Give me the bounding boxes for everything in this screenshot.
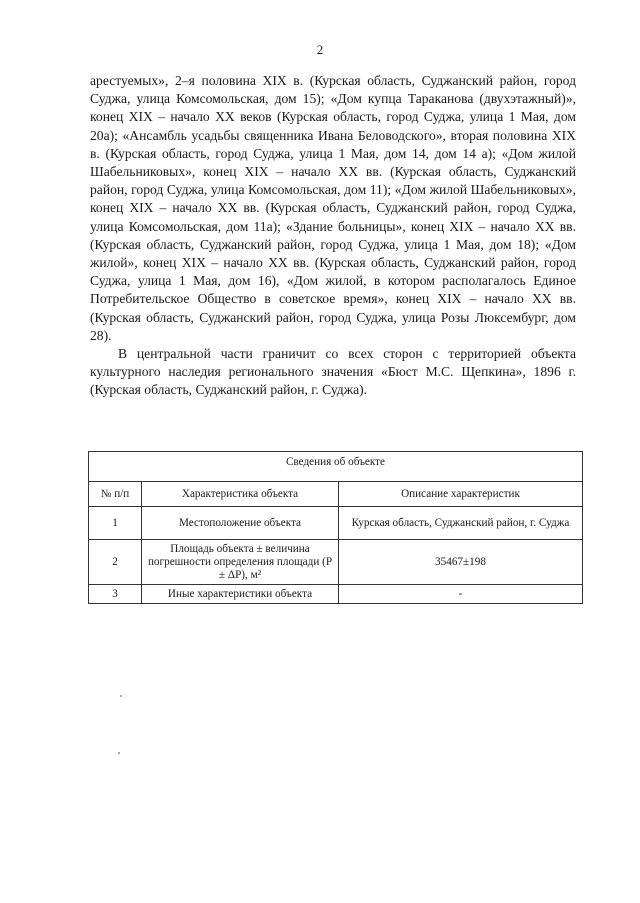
row-characteristic: Местоположение объекта [142,507,339,540]
row-num: 1 [89,507,142,540]
row-characteristic: Иные характеристики объекта [142,585,339,604]
body-text [90,72,576,400]
paragraph-1: арестуемых», 2–я половина XIX в. (Курская область, Суджанский район, город Суджа, улица Комсомольская, дом 15); «Дом купца Тараканова (двухэтажный)», конец XIX – начало XX веков (Курская область, город Суджа, улица 1 Мая, дом 20а); «Ансамбль усадьбы священника Ивана Беловодского», вторая половина XIX в. (Курская область, город Суджа, улица 1 Мая, дом 14, дом 14 а); «Дом жилой Шабельниковых», конец XIX – начало XX вв. (Курская область, Суджанский район, город Суджа, улица Комсомольская, дом 11); «Дом жилой Шабельниковых», конец XIX – начало XX вв. (Курская область, Суджанский район, город Суджа, улица Комсомольская, дом 11а); «Здание больницы», конец XIX – начало XX вв. (Курская область, Суджанский район, город Суджа, улица 1 Мая, дом 18); «Дом жилой», конец XIX – начало XX вв. (Курская область, Суджанский район, город Суджа, улица 1 Мая, дом 16), «Дом жилой, в котором располагалось Единое Потребительское Общество в советское время», конец XIX – начало XX вв. (Курская область, Суджанский район, город Суджа, улица Розы Люксембург, дом 28). [90,73,576,343]
table-row [89,585,583,604]
table-header-row [89,482,583,507]
table-row [89,540,583,585]
scan-speck [118,752,120,754]
scan-speck [120,695,122,697]
header-description: Описание характеристик [339,482,583,507]
row-characteristic: Площадь объекта ± величина погрешности определения площади (P ± ΔP), м² [142,540,339,585]
row-num: 3 [89,585,142,604]
paragraph-2: В центральной части граничит со всех сторон с территорией объекта культурного наследия регионального значения «Бюст М.С. Щепкина», 1896 г. (Курская область, Суджанский район, г. Суджа). [90,346,576,398]
row-num: 2 [89,540,142,585]
table-caption-row [89,452,583,482]
header-num: № п/п [89,482,142,507]
page-number: 2 [316,42,324,57]
table-row [89,507,583,540]
row-description: - [339,585,583,604]
object-info-table [88,451,583,604]
header-characteristic: Характеристика объекта [142,482,339,507]
table-caption: Сведения об объекте [89,452,583,482]
row-description: 35467±198 [339,540,583,585]
row-description: Курская область, Суджанский район, г. Суджа [339,507,583,540]
